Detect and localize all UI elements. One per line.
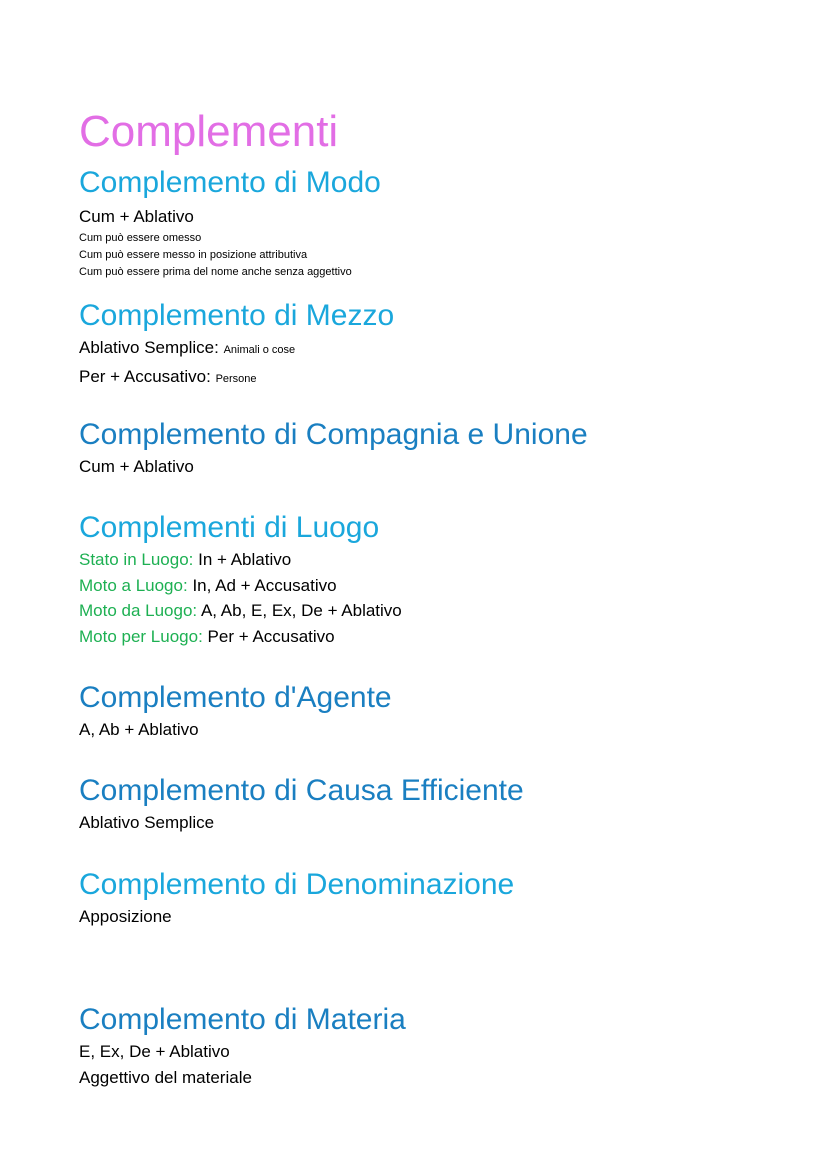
section-modo xyxy=(79,164,799,281)
mezzo-label-1: Ablativo Semplice: xyxy=(79,338,219,357)
modo-note-1: Cum può essere omesso xyxy=(79,231,202,244)
section-luogo xyxy=(79,509,799,649)
mezzo-note-2: Persone xyxy=(215,372,257,385)
luogo-label-3: Moto da Luogo: xyxy=(79,601,198,620)
mezzo-line-2 xyxy=(79,364,799,393)
section-heading-compagnia: Complemento di Compagnia e Unione xyxy=(79,418,588,451)
materia-line-2: Aggettivo del materiale xyxy=(79,1067,252,1087)
luogo-line-2 xyxy=(79,573,799,599)
causa-rule: Ablativo Semplice xyxy=(79,813,215,832)
modo-note-3: Cum può essere prima del nome anche senza aggettivo xyxy=(79,265,352,278)
mezzo-note-1: Animali o cose xyxy=(223,344,296,356)
luogo-value-4: Per + Accusativo xyxy=(207,626,335,646)
section-heading-mezzo: Complemento di Mezzo xyxy=(79,299,395,332)
luogo-line-3 xyxy=(79,598,799,624)
section-denominazione xyxy=(79,866,799,930)
section-heading-materia: Complemento di Materia xyxy=(79,1003,406,1036)
page-title: Complementi xyxy=(79,107,339,156)
luogo-label-1: Stato in Luogo: xyxy=(79,550,194,569)
section-mezzo xyxy=(79,297,799,392)
section-compagnia xyxy=(79,416,799,480)
luogo-value-2: In, Ad + Accusativo xyxy=(192,575,337,595)
section-agente xyxy=(79,679,799,743)
section-heading-denominazione: Complemento di Denominazione xyxy=(79,868,515,901)
materia-line-1: E, Ex, De + Ablativo xyxy=(79,1042,230,1061)
section-heading-agente: Complemento d'Agente xyxy=(79,681,392,714)
denominazione-rule: Apposizione xyxy=(79,907,172,926)
luogo-label-4: Moto per Luogo: xyxy=(79,626,203,646)
mezzo-label-2: Per + Accusativo: xyxy=(79,366,211,386)
modo-note-2: Cum può essere messo in posizione attributiva xyxy=(79,248,308,261)
compagnia-rule: Cum + Ablativo xyxy=(79,457,194,476)
section-causa xyxy=(79,772,799,836)
luogo-line-1 xyxy=(79,547,799,573)
section-heading-modo: Complemento di Modo xyxy=(79,166,381,199)
modo-rule: Cum + Ablativo xyxy=(79,207,194,226)
luogo-line-4 xyxy=(79,624,799,650)
section-heading-luogo: Complementi di Luogo xyxy=(79,511,380,544)
luogo-value-1: In + Ablativo xyxy=(198,550,292,569)
section-heading-causa: Complemento di Causa Efficiente xyxy=(79,774,524,807)
section-materia xyxy=(79,1001,799,1090)
luogo-label-2: Moto a Luogo: xyxy=(79,575,188,595)
luogo-value-3: A, Ab, E, Ex, De + Ablativo xyxy=(200,601,402,620)
mezzo-line-1 xyxy=(79,335,799,364)
agente-rule: A, Ab + Ablativo xyxy=(79,720,199,739)
